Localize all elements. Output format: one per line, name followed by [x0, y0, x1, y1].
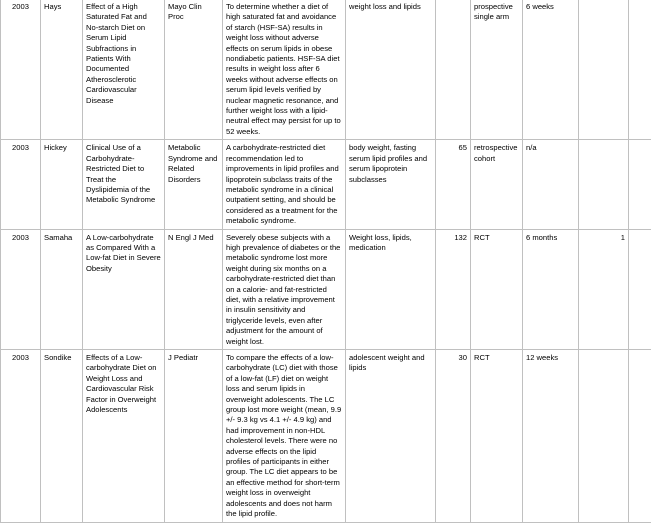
- title-cell: Effect of a High Saturated Fat and No-starch Diet on Serum Lipid Subfractions in Patients With Documented Atherosclerotic Cardiovascular Disease: [83, 0, 165, 140]
- title-cell: A Low-carbohydrate as Compared With a Low-fat Diet in Severe Obesity: [83, 229, 165, 349]
- design-cell: RCT: [471, 350, 523, 523]
- author-cell: Sondike: [41, 350, 83, 523]
- year-cell: 2003: [1, 140, 41, 229]
- title-cell: Effects of a Low-carbohydrate Diet on Weight Loss and Cardiovascular Risk Factor in Overweight Adolescents: [83, 350, 165, 523]
- year-cell: 2003: [1, 350, 41, 523]
- outcomes-cell: weight loss and lipids: [346, 0, 436, 140]
- duration-cell: 12 weeks: [523, 350, 579, 523]
- extra-cell: [579, 140, 629, 229]
- author-cell: Hickey: [41, 140, 83, 229]
- empty-cell: [629, 140, 651, 229]
- design-cell: RCT: [471, 229, 523, 349]
- empty-cell: [629, 350, 651, 523]
- duration-cell: 6 months: [523, 229, 579, 349]
- n-cell: 132: [436, 229, 471, 349]
- journal-cell: Metabolic Syndrome and Related Disorders: [165, 140, 223, 229]
- journal-cell: Mayo Clin Proc: [165, 0, 223, 140]
- extra-cell: 1: [579, 229, 629, 349]
- n-cell: 65: [436, 140, 471, 229]
- journal-cell: J Pediatr: [165, 350, 223, 523]
- author-cell: Hays: [41, 0, 83, 140]
- summary-cell: Severely obese subjects with a high prevalence of diabetes or the metabolic syndrome lost more weight during six months on a carbohydrate-restricted diet than on a calorie- and fat-restricted diet, with a relative improvement in insulin sensitivity and triglyceride levels, even after adjustment for the amount of weight lost.: [223, 229, 346, 349]
- author-cell: Samaha: [41, 229, 83, 349]
- n-cell: 30: [436, 350, 471, 523]
- outcomes-cell: adolescent weight and lipids: [346, 350, 436, 523]
- duration-cell: n/a: [523, 140, 579, 229]
- table-row: [1, 0, 651, 140]
- summary-cell: A carbohydrate-restricted diet recommendation led to improvements in lipid profiles and lipoprotein subclass traits of the metabolic syndrome in a clinical outpatient setting, and should be considered as a treatment for the metabolic syndrome.: [223, 140, 346, 229]
- title-cell: Clinical Use of a Carbohydrate-Restricted Diet to Treat the Dyslipidemia of the Metabolic Syndrome: [83, 140, 165, 229]
- empty-cell: [629, 0, 651, 140]
- n-cell: [436, 0, 471, 140]
- table-row: [1, 140, 651, 229]
- design-cell: retrospective cohort: [471, 140, 523, 229]
- extra-cell: [579, 0, 629, 140]
- journal-cell: N Engl J Med: [165, 229, 223, 349]
- table-row: [1, 229, 651, 349]
- outcomes-cell: body weight, fasting serum lipid profiles and serum lipoprotein subclasses: [346, 140, 436, 229]
- design-cell: prospective single arm: [471, 0, 523, 140]
- outcomes-cell: Weight loss, lipids, medication: [346, 229, 436, 349]
- extra-cell: [579, 350, 629, 523]
- summary-cell: To determine whether a diet of high saturated fat and avoidance of starch (HSF-SA) results in weight loss without adverse effects on serum lipids in obese nondiabetic patients. HSF-SA diet results in weight loss after 6 weeks without adverse effects on serum lipid levels verified by nuclear magnetic resonance, and further weight loss with a lipid-neutral effect may persist for up to 52 weeks.: [223, 0, 346, 140]
- duration-cell: 6 weeks: [523, 0, 579, 140]
- year-cell: 2003: [1, 0, 41, 140]
- table-row: [1, 350, 651, 523]
- summary-cell: To compare the effects of a low-carbohydrate (LC) diet with those of a low-fat (LF) diet on weight loss and serum lipids in overweight adolescents. The LC group lost more weight (mean, 9.9 +/- 9.3 kg vs 4.1 +/- 4.9 kg) and had improvement in non-HDL cholesterol levels. There were no adverse effects on the lipid profiles of participants in either group. The LC diet appears to be an effective method for short-term weight loss in overweight adolescents and does not harm the lipid profile.: [223, 350, 346, 523]
- year-cell: 2003: [1, 229, 41, 349]
- empty-cell: [629, 229, 651, 349]
